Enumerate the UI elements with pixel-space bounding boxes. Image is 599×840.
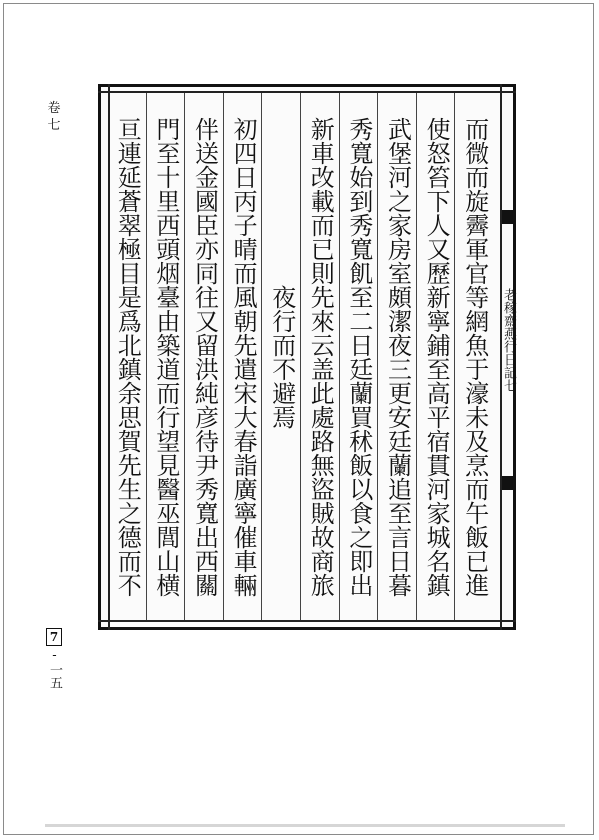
left-border-rule [108, 84, 110, 630]
column-rule [184, 93, 185, 620]
column-rule [416, 93, 417, 620]
bottom-rule [45, 824, 565, 827]
text-column: 初四日丙子晴而風朝先遣宋大春詣廣寧催車輛 [229, 116, 258, 597]
text-column: 武堡河之家房室頗潔夜三更安廷蘭追至言日暮 [383, 116, 412, 597]
volume-label: 卷七 [47, 101, 61, 133]
page-number-volume-box: 7 [46, 628, 62, 646]
page-number [46, 628, 62, 689]
column-rule [146, 93, 147, 620]
sidebar-book-title [501, 200, 515, 480]
sidebar-title-text: 老稼齋燕行日記 [501, 288, 516, 379]
text-column: 亘連延蒼翠極目是爲北鎮余思賀先生之德而不 [113, 116, 142, 597]
sidebar-folio: 七 [501, 379, 516, 392]
text-column: 使怒笞下人又歷新寧鋪至高平宿貫河家城名鎮 [422, 116, 451, 597]
text-column: 秀寬始到秀寬飢至二日廷蘭買秫飯以食之即出 [344, 116, 373, 597]
page-number-rest: -一五 [47, 648, 62, 689]
column-rule [454, 93, 455, 620]
inner-rule-bottom [98, 620, 516, 622]
inner-rule-top [98, 91, 516, 93]
text-column: 伴送金國臣亦同往又留洪純彦待尹秀寬出西關 [190, 116, 219, 597]
column-rule [261, 93, 262, 620]
column-rule [223, 93, 224, 620]
column-rule [300, 93, 301, 620]
text-column: 而微而旋霽軍官等網魚于濠未及烹而午飯已進 [460, 116, 489, 597]
text-column: 夜行而不避焉 [267, 284, 296, 429]
text-column: 門至十里西頭烟臺由築道而行望見醫巫閭山横 [151, 116, 180, 597]
text-column: 新車改載而已則先來云盖此處路無盜賊故商旅 [306, 116, 335, 597]
column-rule [339, 93, 340, 620]
column-rule [377, 93, 378, 620]
